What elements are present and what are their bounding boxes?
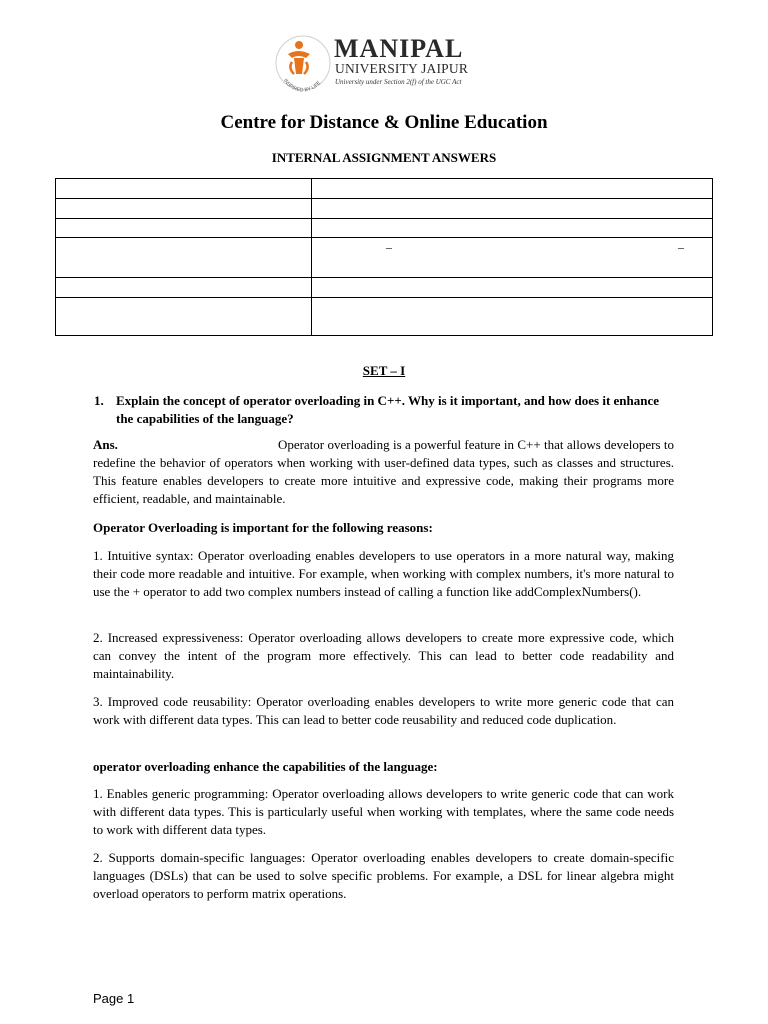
- answer-intro-text: Operator overloading is a powerful feature in C++ that allows developers to redefine the behavior of operators when working with user-defined data types, such as classes and structures. This feature enables developers to create more intuitive and expressive code, making their programs more efficient, readable, and maintainable.: [93, 437, 674, 506]
- logo-arc-text: INSPIRED BY LIFE: [282, 78, 323, 92]
- logo-university-location: UNIVERSITY JAIPUR: [335, 61, 469, 76]
- table-cell: [56, 238, 312, 278]
- table-row: [56, 219, 713, 238]
- university-logo: [274, 34, 490, 92]
- reason-3: 3. Improved code reusability: Operator overloading enables developers to write more generic code that can work with different data types. This can lead to better code reusability and reduced code duplication.: [93, 694, 674, 727]
- reason-2: 2. Increased expressiveness: Operator overloading allows developers to create more expressive code, which can convey the intent of the program more effectively. This can lead to better code readability and maintainability.: [93, 630, 674, 681]
- table-row: [56, 278, 713, 298]
- table-cell: [56, 199, 312, 219]
- svg-text:INSPIRED BY LIFE: [282, 78, 323, 92]
- table-cell: [312, 238, 713, 278]
- set-title: SET – I: [362, 363, 406, 378]
- table-row: [56, 238, 713, 278]
- question-text: Explain the concept of operator overloading in C++. Why is it important, and how does it enhance the capabilities of the language?: [116, 393, 660, 426]
- table-cell: [312, 298, 713, 336]
- table-row: [56, 199, 713, 219]
- page-number: Page 1: [93, 991, 135, 1006]
- centre-title: Centre for Distance & Online Education: [220, 112, 548, 133]
- table-cell: [56, 298, 312, 336]
- table-cell: [312, 179, 713, 199]
- answer-label: Ans.: [93, 437, 118, 452]
- table-row: [56, 298, 713, 336]
- enhance-1: 1. Enables generic programming: Operator overloading allows developers to write generic code that can work with different data types. This is particularly useful when working with templates, where the same code needs to work with different data types.: [93, 786, 674, 837]
- enhance-2: 2. Supports domain-specific languages: Operator overloading enables developers to create domain-specific languages (DSLs) that can be used to solve specific problems. For example, a DSL for linear algebra might overload operators to perform matrix operations.: [93, 850, 674, 901]
- table-cell: [56, 278, 312, 298]
- table-cell: [312, 278, 713, 298]
- assignment-title: INTERNAL ASSIGNMENT ANSWERS: [271, 150, 497, 165]
- table-row: [56, 179, 713, 199]
- table-dash: –: [386, 240, 392, 254]
- question-1: [94, 392, 676, 428]
- table-cell: [312, 219, 713, 238]
- table-cell: [56, 179, 312, 199]
- reason-1: 1. Intuitive syntax: Operator overloading enables developers to use operators in a more natural way, making their code more readable and intuitive. For example, when working with complex numbers, it's more natural to use the + operator to add two complex numbers instead of calling a function like addComplexNumbers().: [93, 548, 674, 599]
- student-info-table: [55, 178, 713, 336]
- table-dash: –: [678, 240, 684, 254]
- table-cell: [56, 219, 312, 238]
- logo-university-name: MANIPAL: [334, 34, 464, 63]
- manipal-emblem-icon: [274, 34, 332, 92]
- enhance-heading: operator overloading enhance the capabilities of the language:: [93, 759, 438, 774]
- importance-heading: Operator Overloading is important for the following reasons:: [93, 520, 433, 535]
- answer-intro: [93, 436, 674, 508]
- question-number: 1.: [94, 393, 104, 408]
- logo-tagline: University under Section 2(f) of the UGC Act: [335, 78, 462, 86]
- table-cell: [312, 199, 713, 219]
